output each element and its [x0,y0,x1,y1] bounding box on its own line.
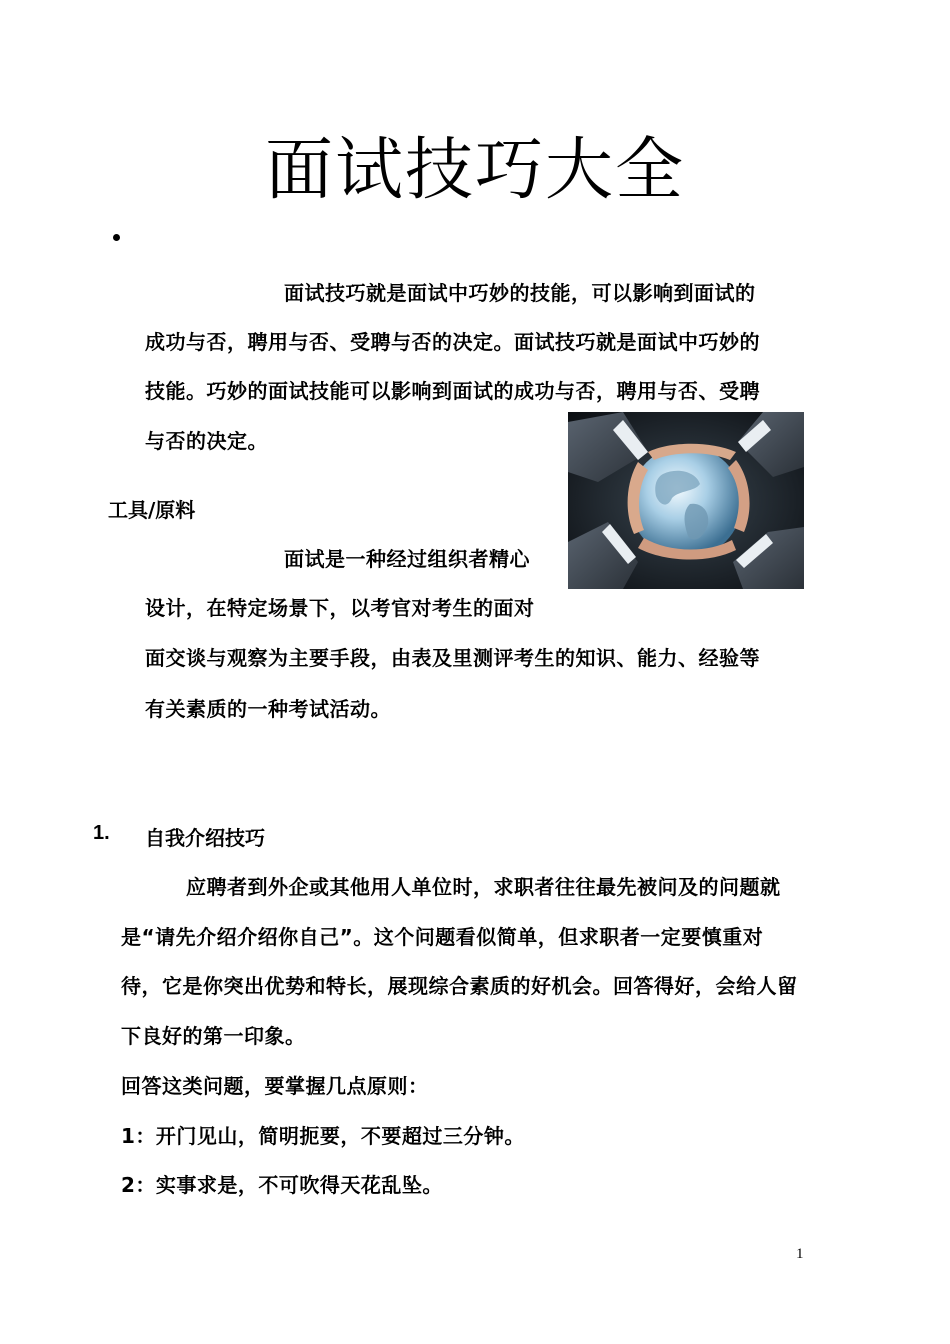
section-title: 自我介绍技巧 [145,826,265,850]
intro-line: 面试技巧就是面试中巧妙的技能，可以影响到面试的 [284,281,756,305]
intro-line: 与否的决定。 [145,429,268,453]
tools-heading: 工具/原料 [108,498,196,522]
tools-line: 设计，在特定场景下，以考官对考生的面对 [145,596,535,620]
section-number: 1. [93,822,110,844]
section-line: 1：开门见山，简明扼要，不要超过三分钟。 [121,1124,525,1148]
section-line: 2：实事求是，不可吹得天花乱坠。 [121,1173,443,1197]
intro-line: 成功与否，聘用与否、受聘与否的决定。面试技巧就是面试中巧妙的 [145,330,760,354]
section-line: 是“请先介绍介绍你自己”。这个问题看似简单，但求职者一定要慎重对 [121,925,764,949]
tools-line: 有关素质的一种考试活动。 [145,697,391,721]
page-number: 1 [796,1246,804,1262]
document-title: 面试技巧大全 [264,131,685,210]
section-line: 回答这类问题，要掌握几点原则： [121,1074,429,1098]
tools-line: 面交谈与观察为主要手段，由表及里测评考生的知识、能力、经验等 [145,646,760,670]
section-line: 应聘者到外企或其他用人单位时，求职者往往最先被问及的问题就 [186,875,781,899]
bullet-dot [113,234,120,241]
section-line: 下良好的第一印象。 [121,1024,306,1048]
hands-globe-image [568,412,804,589]
tools-line: 面试是一种经过组织者精心 [284,547,530,571]
section-line: 待，它是你突出优势和特长，展现综合素质的好机会。回答得好，会给人留 [121,974,798,998]
intro-line: 技能。巧妙的面试技能可以影响到面试的成功与否，聘用与否、受聘 [145,379,760,403]
